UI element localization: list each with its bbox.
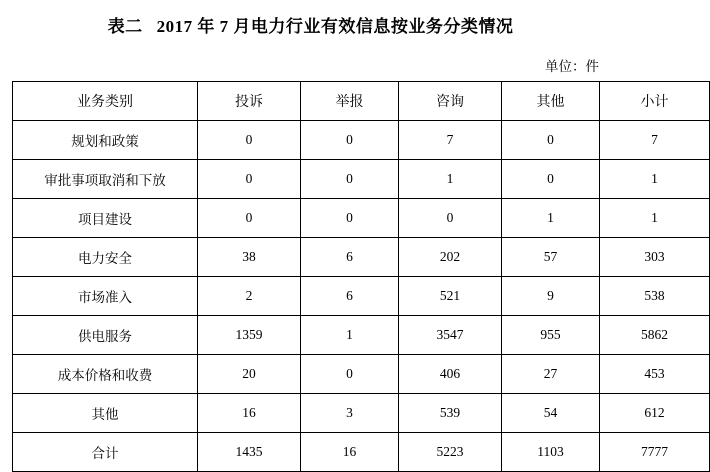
row-category: 项目建设	[13, 199, 198, 238]
row-value-other: 0	[502, 160, 600, 199]
classification-table	[12, 81, 710, 472]
row-value-report: 3	[301, 394, 399, 433]
row-category: 其他	[13, 394, 198, 433]
row-value-complaint: 38	[198, 238, 301, 277]
row-value-report: 0	[301, 199, 399, 238]
row-value-subtotal: 303	[600, 238, 710, 277]
row-value-other: 1	[502, 199, 600, 238]
table-row	[13, 394, 710, 433]
row-value-consult: 406	[399, 355, 502, 394]
row-value-consult: 3547	[399, 316, 502, 355]
row-category: 审批事项取消和下放	[13, 160, 198, 199]
table-title-text: 2017 年 7 月电力行业有效信息按业务分类情况	[156, 17, 514, 36]
row-value-consult: 0	[399, 199, 502, 238]
header-cell-report: 举报	[301, 82, 399, 121]
header-cell-category: 业务类别	[13, 82, 198, 121]
table-row	[13, 199, 710, 238]
row-value-complaint: 0	[198, 160, 301, 199]
row-value-report: 0	[301, 160, 399, 199]
header-cell-complaint: 投诉	[198, 82, 301, 121]
row-value-complaint: 1359	[198, 316, 301, 355]
row-category: 市场准入	[13, 277, 198, 316]
row-value-subtotal: 7777	[600, 433, 710, 472]
row-value-consult: 5223	[399, 433, 502, 472]
row-value-other: 54	[502, 394, 600, 433]
row-value-complaint: 0	[198, 199, 301, 238]
row-value-other: 1103	[502, 433, 600, 472]
table-total-row	[13, 433, 710, 472]
row-value-report: 1	[301, 316, 399, 355]
table-row	[13, 121, 710, 160]
header-cell-consult: 咨询	[399, 82, 502, 121]
row-value-consult: 1	[399, 160, 502, 199]
table-row	[13, 160, 710, 199]
table-row	[13, 316, 710, 355]
unit-note: 单位：件	[545, 59, 599, 74]
row-value-complaint: 1435	[198, 433, 301, 472]
row-value-complaint: 0	[198, 121, 301, 160]
row-value-complaint: 20	[198, 355, 301, 394]
row-value-report: 0	[301, 355, 399, 394]
row-value-other: 27	[502, 355, 600, 394]
row-value-report: 6	[301, 277, 399, 316]
row-value-report: 16	[301, 433, 399, 472]
row-category: 供电服务	[13, 316, 198, 355]
row-value-subtotal: 453	[600, 355, 710, 394]
row-value-subtotal: 612	[600, 394, 710, 433]
row-category: 电力安全	[13, 238, 198, 277]
page-title	[0, 12, 621, 37]
row-category: 合计	[13, 433, 198, 472]
row-value-consult: 202	[399, 238, 502, 277]
table-container	[12, 81, 669, 472]
row-value-other: 9	[502, 277, 600, 316]
header-cell-other: 其他	[502, 82, 600, 121]
table-row	[13, 355, 710, 394]
row-value-complaint: 16	[198, 394, 301, 433]
row-value-other: 955	[502, 316, 600, 355]
row-value-subtotal: 1	[600, 160, 710, 199]
header-cell-subtotal: 小计	[600, 82, 710, 121]
table-number-label: 表二	[107, 17, 143, 36]
row-value-subtotal: 1	[600, 199, 710, 238]
row-value-subtotal: 5862	[600, 316, 710, 355]
row-value-other: 0	[502, 121, 600, 160]
row-value-consult: 7	[399, 121, 502, 160]
table-header-row	[13, 82, 710, 121]
row-category: 成本价格和收费	[13, 355, 198, 394]
row-value-complaint: 2	[198, 277, 301, 316]
row-value-consult: 539	[399, 394, 502, 433]
row-value-report: 0	[301, 121, 399, 160]
row-value-subtotal: 538	[600, 277, 710, 316]
row-value-other: 57	[502, 238, 600, 277]
document-page	[0, 12, 669, 464]
row-value-subtotal: 7	[600, 121, 710, 160]
row-category: 规划和政策	[13, 121, 198, 160]
table-row	[13, 277, 710, 316]
row-value-report: 6	[301, 238, 399, 277]
row-value-consult: 521	[399, 277, 502, 316]
table-row	[13, 238, 710, 277]
